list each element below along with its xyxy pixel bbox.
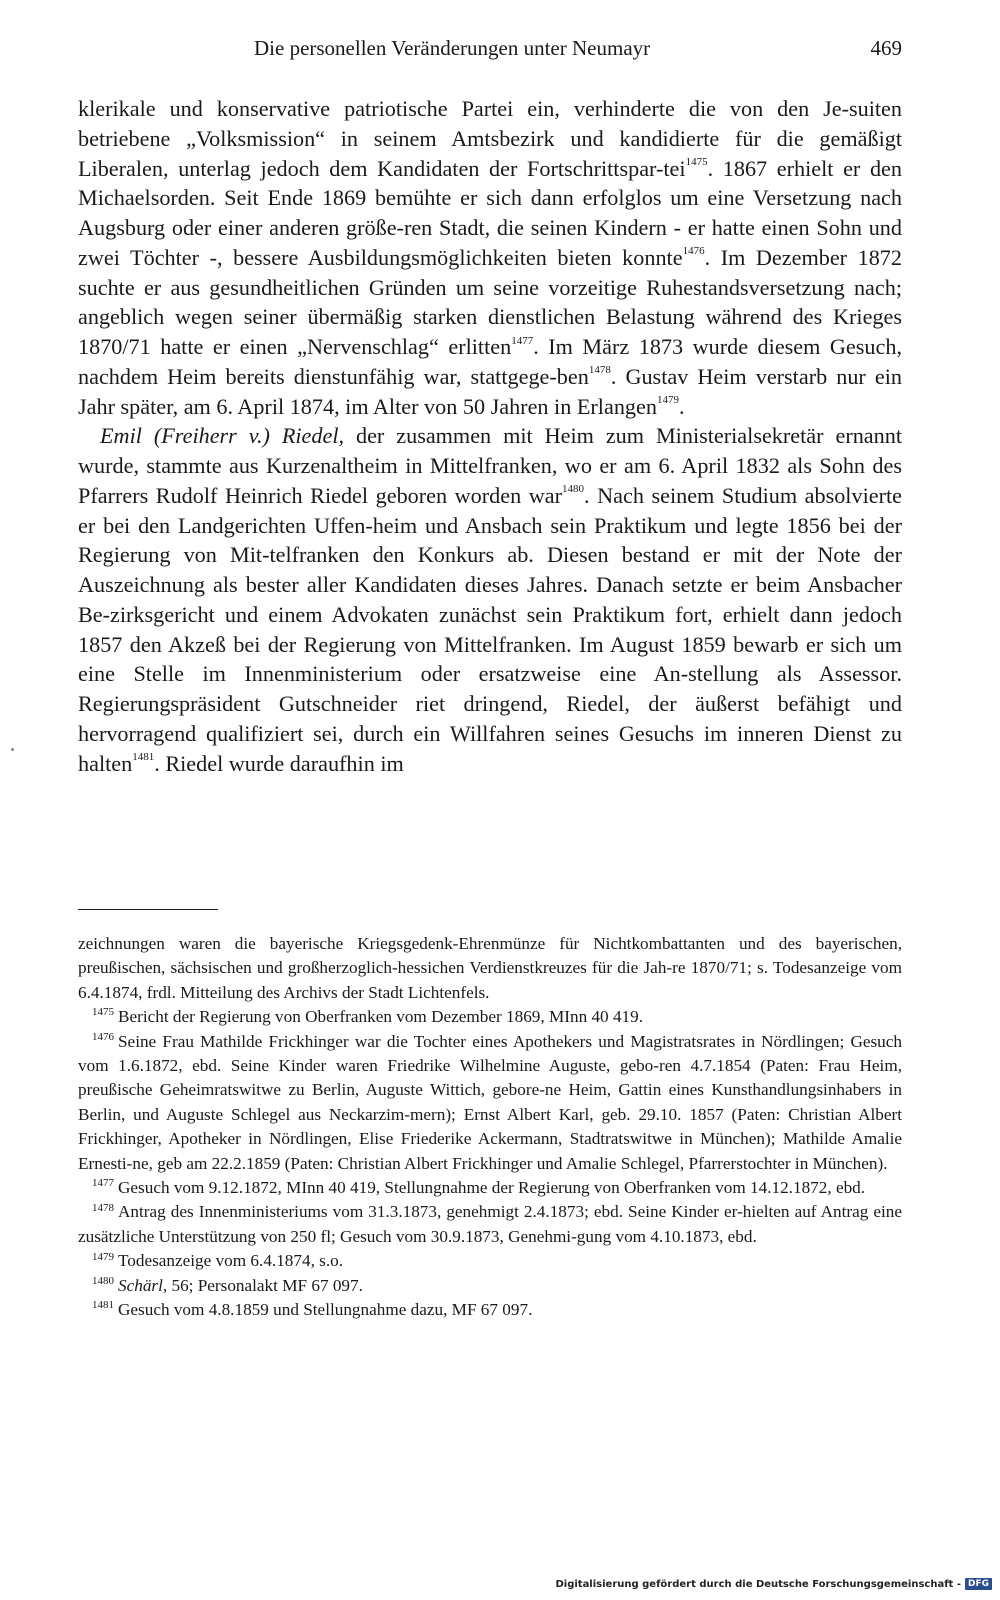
footnote-1477 bbox=[78, 1176, 902, 1200]
footnote-ref-1477[interactable]: 1477 bbox=[511, 334, 534, 347]
text-run: . Nach seinem Studium absolvierte er bei den Landgerichten Uffen-heim und Ansbach sein Praktikum und legte 1856 bei der Regierung von Mit-telfranken den Konkurs ab. Diesen bestand er mit der Note der Auszeichnung als bester aller Kandidaten dieses Jahres. Danach setzte er beim Ansbacher Be-zirksgericht und einem Advokaten zunächst sein Praktikum fort, erhielt dann jedoch 1857 den Akzeß bei der Regierung von Mittelfranken. Im August 1859 bewarb er sich um eine Stelle im Innenministerium oder ersatzweise eine An-stellung als Assessor. Regierungspräsident Gutschneider riet dringend, Riedel, der äußerst befähigt und hervorragend qualifiziert sei, durch ein Willfahren seines Gesuchs im inneren Dienst zu halten bbox=[78, 482, 902, 776]
text-run: . Riedel wurde daraufhin im bbox=[154, 750, 404, 776]
text-run: . Gustav Heim verstarb nur ein Jahr später, am 6. April 1874, im Alter von 50 Jahren in Erlangen bbox=[78, 363, 902, 419]
footnotes bbox=[78, 932, 902, 1323]
text-run: der zusammen mit Heim zum Ministerialsekretär ernannt wurde, stammte aus Kurzenaltheim in Mittelfranken, wo er am 6. April 1832 als Sohn des Pfarrers Rudolf Heinrich Riedel geboren worden war bbox=[78, 423, 902, 508]
footnote-1476 bbox=[78, 1030, 902, 1176]
dfg-logo: DFG bbox=[965, 1578, 992, 1590]
footnote-1481 bbox=[78, 1298, 902, 1322]
paragraph-2 bbox=[78, 421, 902, 778]
person-name: Emil (Freiherr v.) Riedel, bbox=[100, 423, 345, 449]
text-run: . Im Dezember 1872 suchte er aus gesundheitlichen Gründen um seine vorzeitige Ruhestandsversetzung nach; angeblich wegen seiner übermäßig starken dienstlichen Belastung während des Krieges 1870/71 hatte er einen „Nervenschlag“ erlitten bbox=[78, 244, 902, 359]
digitization-credit bbox=[555, 1578, 992, 1590]
footnote-1480 bbox=[78, 1274, 902, 1298]
text-run: . bbox=[678, 393, 685, 419]
main-text bbox=[78, 94, 902, 778]
footnote-ref-1475[interactable]: 1475 bbox=[685, 156, 708, 169]
footnote-text: Todesanzeige vom 6.4.1874, s.o. bbox=[118, 1251, 344, 1271]
text-run: . Im März 1873 wurde diesem Gesuch, nachdem Heim bereits dienstunfähig war, stattgege-ben bbox=[78, 334, 903, 389]
footnote-ref-1481[interactable]: 1481 bbox=[132, 751, 155, 764]
footnote-ref-1479[interactable]: 1479 bbox=[656, 394, 679, 407]
footnote-continuation: zeichnungen waren die bayerische Kriegsgedenk-Ehrenmünze für Nichtkombattanten und des bayerischen, preußischen, sächsischen und großherzoglich-hessichen Verdienstkreuzes für die Jah-re 1870/71; s. Todesanzeige vom 6.4.1874, frdl. Mitteilung des Archivs der Stadt Lichtenfels. bbox=[78, 934, 902, 1002]
text-run: klerikale und konservative patriotische Partei ein, verhinderte die von den Je-suiten betriebene „Volksmission“ in seinem Amtsbezirk und kandidierte für die gemäßigt Liberalen, unterlag jedoch dem Kandidaten der Fortschrittspar-tei bbox=[78, 96, 902, 181]
footnote-text: 56; Personalakt MF 67 097. bbox=[167, 1275, 363, 1295]
footnote-text: Seine Frau Mathilde Frickhinger war die Tochter eines Apothekers und Magistratsrates in Nördlingen; Gesuch vom 1.6.1872, ebd. Seine Kinder waren Friedrike Wilhelmine Auguste, gebo-ren 4.7.1854 (Paten: Frau Heim, preußische Geheimratswitwe zu Berlin, Auguste Wittich, gebore-ne Heim, Gattin eines Kunsthandlungsinhabers in Berlin, und Auguste Schlegel aus Neckarzim-mern); Ernst Albert Karl, geb. 29.10. 1857 (Paten: Christian Albert Frickhinger, Apotheker in Nördlingen, Elise Friederike Ackermann, Stadtratswitwe in München); Mathilde Amalie Ernesti-ne, geb am 22.2.1859 (Paten: Christian Albert Frickhinger und Amalie Schlegel, Pfarrerstochter in München). bbox=[78, 1031, 902, 1173]
footnote-number: 1481 bbox=[92, 1299, 114, 1312]
footnote-ref-1478[interactable]: 1478 bbox=[588, 364, 611, 377]
footnote-1479 bbox=[78, 1249, 902, 1273]
footnote-1478 bbox=[78, 1200, 902, 1249]
footnote-number: 1477 bbox=[92, 1177, 114, 1190]
scan-speck bbox=[11, 748, 14, 751]
footnote-number: 1479 bbox=[92, 1250, 114, 1263]
page-number: 469 bbox=[870, 36, 902, 60]
footnote-number: 1480 bbox=[92, 1274, 114, 1287]
footnote-number: 1478 bbox=[92, 1201, 114, 1214]
footnote-text: Gesuch vom 4.8.1859 und Stellungnahme dazu, MF 67 097. bbox=[118, 1300, 533, 1320]
text-run: . 1867 erhielt er den Michaelsorden. Seit Ende 1869 bemühte er sich dann erfolglos um eine Versetzung nach Augsburg oder einer anderen größe-ren Stadt, die seinen Kindern - er hatte einen Sohn und zwei Töchter -, bessere Ausbildungsmöglichkeiten bieten konnte bbox=[78, 155, 902, 270]
footnote-ref-1476[interactable]: 1476 bbox=[682, 245, 705, 258]
footnote-divider bbox=[78, 909, 218, 910]
footnote-number: 1475 bbox=[92, 1006, 114, 1019]
running-title: Die personellen Veränderungen unter Neumayr bbox=[254, 36, 651, 60]
footnote-ref-1480[interactable]: 1480 bbox=[562, 483, 584, 496]
footnote-text: Bericht der Regierung von Oberfranken vom Dezember 1869, MInn 40 419. bbox=[118, 1007, 644, 1027]
footnote-text: Antrag des Innenministeriums vom 31.3.1873, genehmigt 2.4.1873; ebd. Seine Kinder er-hielten auf Antrag eine zusätzliche Unterstützung von 250 fl; Gesuch vom 30.9.1873, Genehmi-gung vom 4.10.1873, ebd. bbox=[78, 1202, 902, 1246]
footnote-text: Gesuch vom 9.12.1872, MInn 40 419, Stellungnahme der Regierung von Oberfranken vom 14.12.1872, ebd. bbox=[118, 1178, 866, 1198]
paragraph-1 bbox=[78, 94, 902, 421]
footnote-1475 bbox=[78, 1005, 902, 1029]
author-name: Schärl, bbox=[118, 1275, 168, 1295]
footnote-number: 1476 bbox=[92, 1030, 114, 1043]
credit-text: Digitalisierung gefördert durch die Deutsche Forschungsgemeinschaft - bbox=[555, 1578, 961, 1590]
